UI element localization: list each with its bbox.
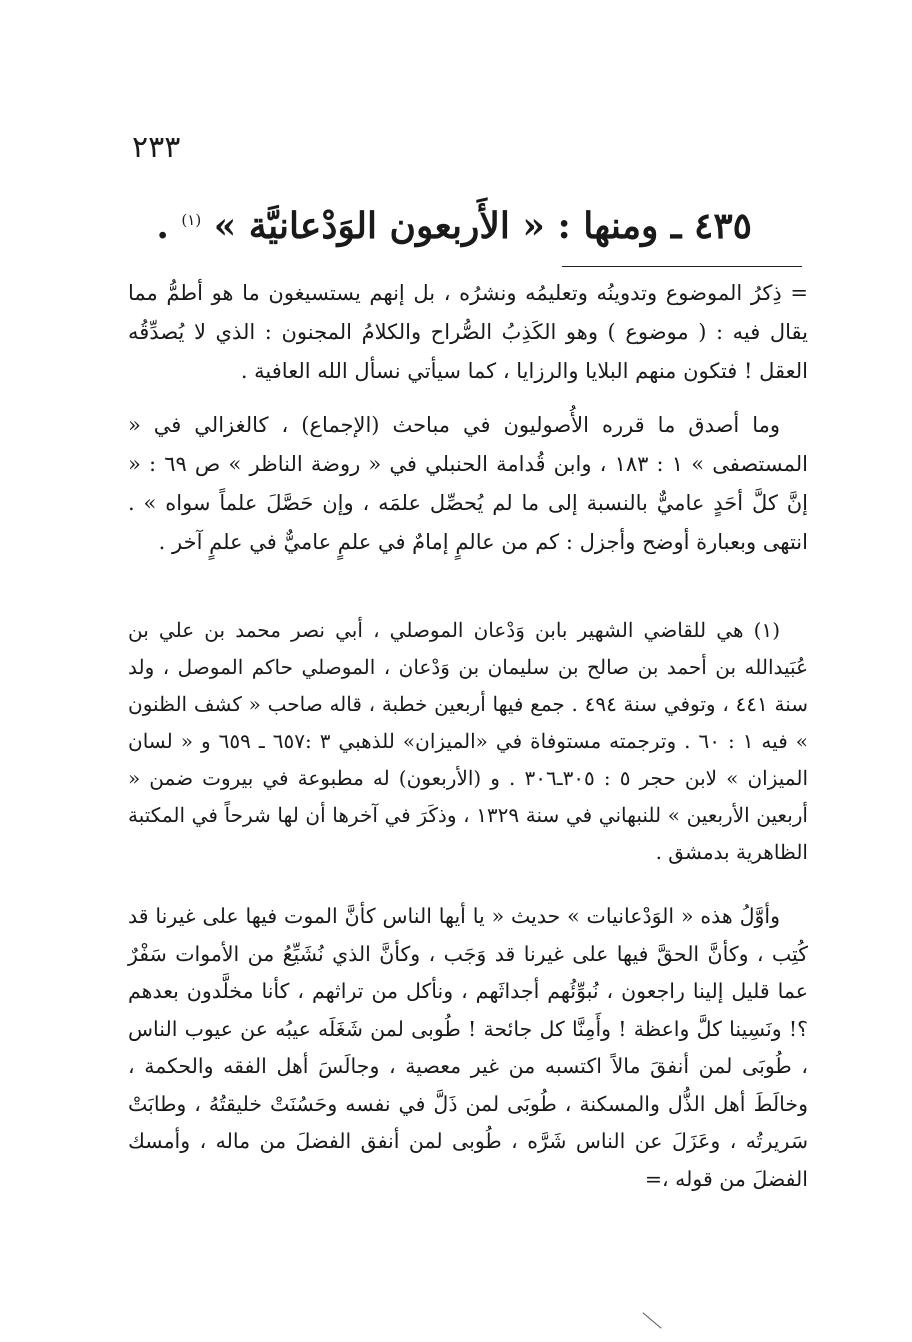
continuation-paragraph [128,274,808,391]
quote-text: وما أصدق ما قرره الأُصوليون في مباحث (الإجماع) ، كالغزالي في « المستصفى » ١ : ١٨٣ ، وابن قُدامة الحنبلي في « روضة الناظر » ص ٦٩ : « إنَّ كلَّ أحَدٍ عاميٌّ بالنسبة إلى ما لم يُحصِّل علمَه ، وإن حَصَّلَ علماً سواه » . انتهى وبعبارة أوضح وأجزل : كم من عالمٍ إمامٌ في علمٍ عاميٌّ في علمٍ آخر . [128,413,808,554]
heading-text: ٤٣٥ ـ ومنها : « الأَربعون الوَدْعانيَّة » [213,205,752,247]
hadith-text: وأوَّلُ هذه « الوَدْعانيات » حديث « يا أيها الناس كأنَّ الموت فيها على غيرنا قد كُتِب ، وكأنَّ الحقَّ فيها على غيرنا قد وَجَب ، وكأنَّ الذي نُشَيِّعُ من الأموات سَفْرٌ عما قليل إلينا راجعون ، نُبوِّئُهم أجداثَهم ، ونأكل من تراثهم ، كأنا مخلَّدون بعدهم ؟! ونَسِينا كلَّ واعظة ! وأَمِنَّا كل جائحة ! طُوبى لمن شَغَلَه عيبُه عن عيوب الناس ، طُوبَى لمن أنفقَ مالاً اكتسبه من غير معصية ، وجالَسَ أهل الفقه والحكمة ، وخالَطَ أهل الذُّل والمسكنة ، طُوبَى لمن ذَلَّ في نفسه وحَسُنَتْ خليقتُهُ ، وطابَتْ سَريرتُه ، وعَزَلَ عن الناس شَرَّه ، طُوبى لمن أنفق الفضلَ من ماله ، وأمسك الفضلَ من قوله ،= [128,904,808,1191]
quote-paragraph [128,406,808,562]
page-number: ٢٣٣ [132,130,181,165]
footnote-text: (١) هي للقاضي الشهير بابن وَدْعان الموصلي ، أبي نصر محمد بن علي بن عُبَيدالله بن أحمد بن صالح بن سليمان بن وَدْعان ، الموصلي حاكم الموصل ، ولد سنة ٤٤١ ، وتوفي سنة ٤٩٤ . جمع فيها أربعين خطبة ، قاله صاحب « كشف الظنون » فيه ١ : ٦٠ . وترجمته مستوفاة في «الميزان» للذهبي ٣ :٦٥٧ ـ ٦٥٩ و « لسان الميزان » لابن حجر ٥ : ٣٠٥ـ٣٠٦ . و (الأربعون) له مطبوعة في بيروت ضمن « أربعين الأربعين » للنبهاني في سنة ١٣٢٩ ، وذكَرَ في آخرها أن لها شرحاً في المكتبة الظاهرية بدمشق . [128,618,809,864]
footnote [128,612,808,871]
heading-end: . [156,205,182,247]
heading-footnote-ref: (١) [181,211,202,229]
scan-mark [642,1312,661,1328]
section-heading [156,195,752,251]
continuation-text: = ذِكرُ الموضوع وتدوينُه وتعليمُه ونشرُه ، بل إنهم يستسيغون ما هو أطمُّ مما يقال فيه : ( موضوع ) وهو الكَذِبُ الصُّراح والكلامُ المجنون : الذي لا يُصدِّقُه العقل ! فتكون منهم البلايا والرزايا ، كما سيأتي نسأل الله العافية . [128,281,808,383]
footnote-separator [562,266,802,267]
hadith-paragraph [128,898,808,1198]
